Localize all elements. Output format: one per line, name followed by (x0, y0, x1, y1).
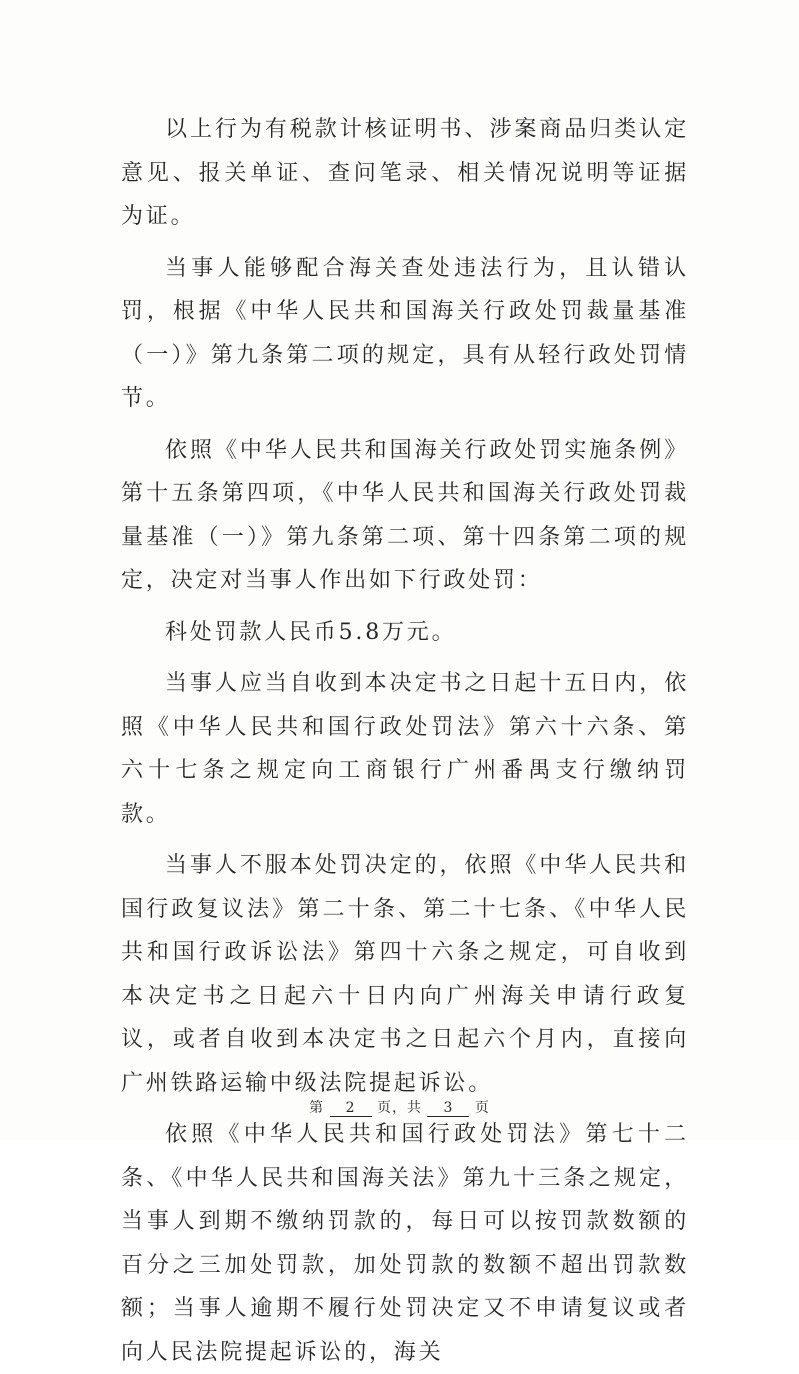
footer-suffix: 页 (474, 1100, 490, 1116)
page-footer (0, 1097, 799, 1117)
paragraph-legal-basis: 依照《中华人民共和国海关行政处罚实施条例》第十五条第四项，《中华人民共和国海关行政处罚裁量基准（一）》第九条第二项、第十四条第二项的规定，决定对当事人作出如下行政处罚： (121, 437, 689, 593)
paragraph-mitigation: 当事人能够配合海关查处违法行为，且认错认罚，根据《中华人民共和国海关行政处罚裁量基准（一）》第九条第二项的规定，具有从轻行政处罚情节。 (121, 255, 689, 411)
paragraph-penalty-amount: 科处罚款人民币5.8万元。 (165, 619, 457, 645)
paragraph-payment-instructions: 当事人应当自收到本决定书之日起十五日内，依照《中华人民共和国行政处罚法》第六十六条、第六十七条之规定向工商银行广州番禺支行缴纳罚款。 (121, 671, 689, 827)
document-body (121, 108, 689, 1374)
footer-current-page: 2 (330, 1100, 372, 1117)
footer-prefix: 第 (309, 1100, 325, 1116)
footer-total-pages: 3 (427, 1100, 469, 1117)
paragraph-evidence: 以上行为有税款计核证明书、涉案商品归类认定意见、报关单证、查问笔录、相关情况说明等证据为证。 (121, 117, 689, 229)
paragraph-late-payment: 依照《中华人民共和国行政处罚法》第七十二条、《中华人民共和国海关法》第九十三条之规定，当事人到期不缴纳罚款的，每日可以按罚款数额的百分之三加处罚款，加处罚款的数额不超出罚款数额；当事人逾期不履行处罚决定又不申请复议或者向人民法院提起诉讼的，海关 (121, 1122, 689, 1365)
footer-middle: 页，共 (377, 1100, 422, 1116)
paragraph-appeal-rights: 当事人不服本处罚决定的，依照《中华人民共和国行政复议法》第二十条、第二十七条、《中华人民共和国行政诉讼法》第四十六条之规定，可自收到本决定书之日起六十日内向广州海关申请行政复议，或者自收到本决定书之日起六个月内，直接向广州铁路运输中级法院提起诉讼。 (121, 853, 689, 1096)
